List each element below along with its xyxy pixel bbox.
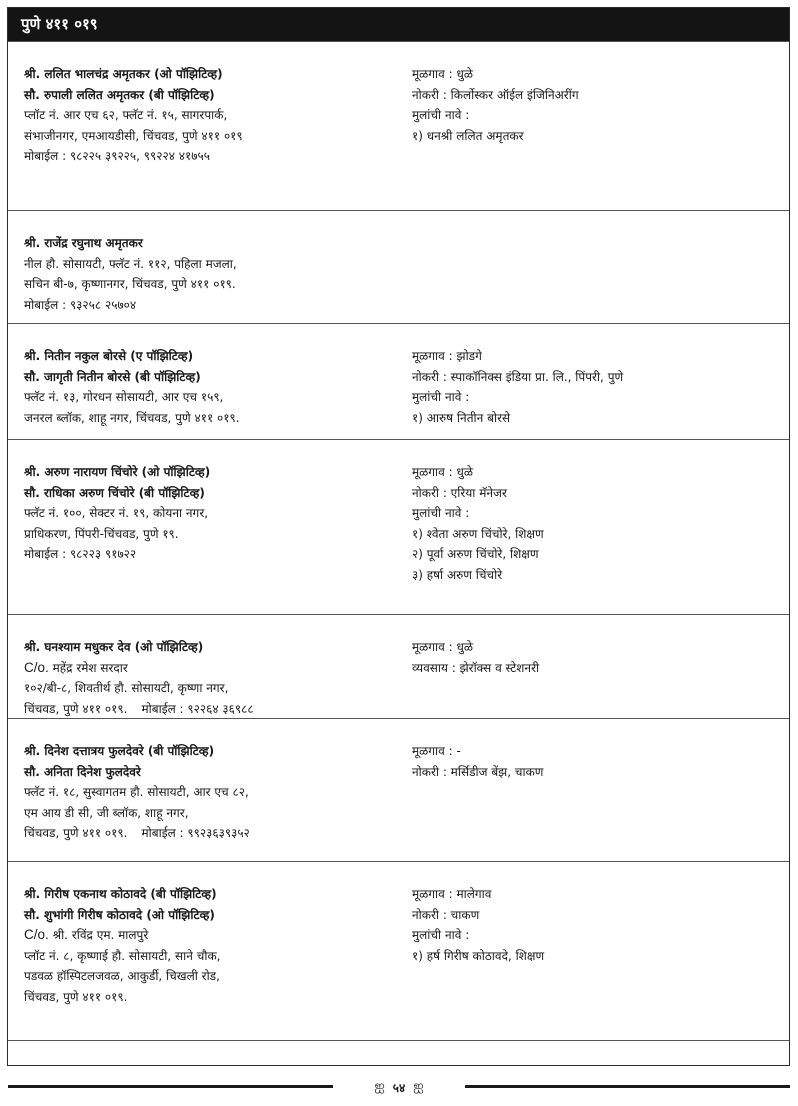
entry-text-line [412,483,782,504]
footer-center [333,1076,465,1098]
entry-text: मूळगाव : झोडगे [412,349,482,363]
entry-text: ३) हर्षा अरुण चिंचोरे [412,567,503,582]
section-header: पुणे ४११ ०१९ [8,8,789,41]
entry-text: C/o. श्री. रविंद्र एम. मालपुरे [24,927,149,942]
member-name [24,762,404,783]
entry-text: C/o. महेंद्र रमेश सरदार [24,659,128,675]
entry-text: १) आरुष नितीन बोरसे [412,410,511,425]
entry-text: चिंचवड, पुणे ४११ ०१९. [24,701,128,716]
entry-text-line [412,946,782,967]
entry-text-line [412,64,782,85]
entry-text: चिंचवड, पुणे ४११ ०१९. [24,826,128,840]
entry-left-column [24,884,404,1007]
entry-text: मोबाईल : ९३२५८ २५७०४ [24,297,137,312]
entry-right-column [412,637,782,678]
directory-entry [8,210,789,323]
entry-left-column [24,741,404,844]
entry-right-column [412,884,782,966]
entry-text: फ्लॅट नं. १३, गोरधन सोसायटी, आर एच १५९, [24,390,224,404]
entry-left-column [24,346,404,428]
entry-text: सचिन बी-७, कृष्णानगर, चिंचवड, पुणे ४११ ०१९. [24,277,236,291]
entry-text-line [412,658,782,679]
entry-text: श्री. अरुण नारायण चिंचोरे (ओ पॉझिटिव्ह) [24,465,211,479]
entry-text: मूळगाव : मालेगाव [412,887,492,901]
entry-text-line [412,346,782,367]
entry-text: नोकरी : स्पाकॉनिक्स इंडिया प्रा. लि., पिंपरी, पुणे [412,369,624,384]
entry-text: मूळगाव : - [412,744,461,758]
entry-text: फ्लॅट नं. १००, सेक्टर नं. १९, कोयना नगर, [24,506,209,520]
entry-text: श्री. राजेंद्र रघुनाथ अमृतकर [24,236,143,250]
entry-text-line [24,408,404,429]
entry-text-line [24,105,404,126]
entry-text-line [412,387,782,408]
footer-rule-right [465,1085,790,1088]
entry-text: मूळगाव : धुळे [412,67,474,81]
entry-text: मुलांची नावे : [412,390,470,404]
entry-text-line [24,387,404,408]
entry-text: सौ. शुभांगी गिरीष कोठावदे (ओ पॉझिटिव्ह) [24,907,215,922]
entry-text-line [412,85,782,106]
entry-text-line [24,782,404,803]
entry-text: एम आय डी सी, जी ब्लॉक, शाहू नगर, [24,805,189,820]
entry-text: श्री. घनश्याम मधुकर देव (ओ पॉझिटिव्ह) [24,640,204,654]
member-name [24,346,404,367]
page-number: ५४ [392,1080,406,1095]
entry-text: फ्लॅट नं. १८, सुस्वागतम हौ. सोसायटी, आर एच ८२, [24,785,249,799]
entry-text: १०२/बी-८, शिवतीर्थ हौ. सोसायटी, कृष्णा नगर, [24,681,229,695]
entry-text-line [24,658,404,679]
entry-text: जनरल ब्लॉक, शाहू नगर, चिंचवड, पुणे ४११ ०१९. [24,410,240,425]
member-name [24,367,404,388]
entry-text-line [412,524,782,545]
entry-left-column [24,462,404,565]
entry-text: पडवळ हॉस्पिटलजवळ, आकुर्डी, चिखली रोड, [24,969,220,983]
entry-text-line [412,126,782,147]
entry-text-line [412,637,782,658]
member-name [24,637,404,658]
entry-text-line [412,884,782,905]
entry-text: चिंचवड, पुणे ४११ ०१९. [24,989,128,1004]
ornament-left-icon: ஐ [374,1079,385,1094]
entry-text: सौ. रुपाली ललित अमृतकर (बी पॉझिटिव्ह) [24,87,215,102]
entry-text-line [412,925,782,946]
entry-text-line [412,367,782,388]
entry-text-line [24,946,404,967]
entry-text-line [24,274,404,295]
directory-entry [8,439,789,614]
directory-entry [8,323,789,439]
member-name [24,741,404,762]
entry-text-line [24,126,404,147]
entry-text: नोकरी : एरिया मॅनेजर [412,485,507,500]
entry-text: नील हौ. सोसायटी, फ्लॅट नं. ११२, पहिला मजला, [24,256,237,271]
entry-text-line [24,295,404,316]
member-name [24,483,404,504]
member-name [24,884,404,905]
entry-text: सौ. राधिका अरुण चिंचोरे (बी पॉझिटिव्ह) [24,485,205,500]
ornament-right-icon: ஐ [413,1079,424,1094]
mobile-number: मोबाईल : ९९२३६३९३५२ [141,826,250,840]
entry-text-line [24,524,404,545]
entry-right-column [412,741,782,782]
directory-entry [8,614,789,718]
entry-left-column [24,233,404,315]
entry-text-line [24,503,404,524]
entry-text-line [24,803,404,824]
entry-left-column [24,64,404,167]
footer-rule-left [8,1085,333,1088]
directory-entry [8,718,789,861]
entry-text: श्री. दिनेश दत्तात्रय फुलदेवरे (बी पॉझिटिव्ह) [24,744,215,758]
entry-text: सौ. अनिता दिनेश फुलदेवरे [24,764,141,779]
entry-text-line [412,503,782,524]
entry-text: मुलांची नावे : [412,108,470,122]
entry-text: मोबाईल : ९८२२५ ३९२२५, ९९२२४ ४१७५५ [24,149,211,163]
member-name [24,905,404,926]
entry-text-line [412,762,782,783]
entry-text-line [24,925,404,946]
entry-text-line [24,544,404,565]
page-footer [8,1076,790,1098]
entry-text: संभाजीनगर, एमआयडीसी, चिंचवड, पुणे ४११ ०१९ [24,128,243,143]
entry-text: मुलांची नावे : [412,506,470,520]
entry-text-line [24,966,404,987]
member-name [24,64,404,85]
entry-text: प्लॉट नं. आर एच ६२, फ्लॅट नं. १५, सागरपार्क, [24,108,228,122]
entry-text-line [24,823,404,844]
entry-text: १) श्वेता अरुण चिंचोरे, शिक्षण [412,526,544,541]
member-name [24,462,404,483]
member-name [24,85,404,106]
entry-text-line [24,699,404,720]
entry-text: सौ. जागृती नितीन बोरसे (बी पॉझिटिव्ह) [24,369,201,384]
entry-text-line [412,905,782,926]
directory-page-frame [7,7,790,1066]
entry-text-line [412,544,782,565]
entry-text: प्राधिकरण, पिंपरी-चिंचवड, पुणे १९. [24,526,179,541]
entry-text-line [24,254,404,275]
entry-text-line [24,678,404,699]
entry-text: श्री. गिरीष एकनाथ कोठावदे (बी पॉझिटिव्ह) [24,887,217,901]
entry-text: नोकरी : मर्सिडीज बेंझ, चाकण [412,764,544,779]
entry-text-line [412,741,782,762]
entry-text-line [412,105,782,126]
entry-right-column [412,64,782,146]
entry-text: मोबाईल : ९८२२३ ९१७२२ [24,547,137,561]
entry-text: श्री. नितीन नकुल बोरसे (ए पॉझिटिव्ह) [24,349,194,363]
entry-text-line [412,565,782,586]
member-name [24,233,404,254]
entry-text: १) हर्ष गिरीष कोठावदे, शिक्षण [412,948,545,963]
entry-text: मूळगाव : धुळे [412,640,474,654]
entry-text-line [412,462,782,483]
entry-text-line [24,987,404,1008]
entry-text: व्यवसाय : झेरॉक्स व स्टेशनरी [412,660,540,675]
directory-entry [8,1040,789,1066]
entry-text-line [24,146,404,167]
entry-text: नोकरी : चाकण [412,907,480,922]
entry-text: प्लॉट नं. ८, कृष्णाई हौ. सोसायटी, साने चौक, [24,948,221,963]
mobile-number: मोबाईल : ९२२६४ ३६९८८ [141,701,254,716]
entry-right-column [412,462,782,585]
entry-text: २) पूर्वा अरुण चिंचोरे, शिक्षण [412,547,539,561]
directory-entry [8,861,789,1040]
entry-right-column [412,346,782,428]
entry-text: मुलांची नावे : [412,928,470,942]
directory-entry [8,41,789,210]
entry-text: नोकरी : किर्लोस्कर ऑईल इंजिनिअरींग [412,87,579,102]
entry-text: मूळगाव : धुळे [412,465,474,479]
entry-text: श्री. ललित भालचंद्र अमृतकर (ओ पॉझिटिव्ह) [24,67,223,81]
entry-text-line [412,408,782,429]
entry-text: १) धनश्री ललित अमृतकर [412,128,524,143]
entry-left-column [24,637,404,719]
